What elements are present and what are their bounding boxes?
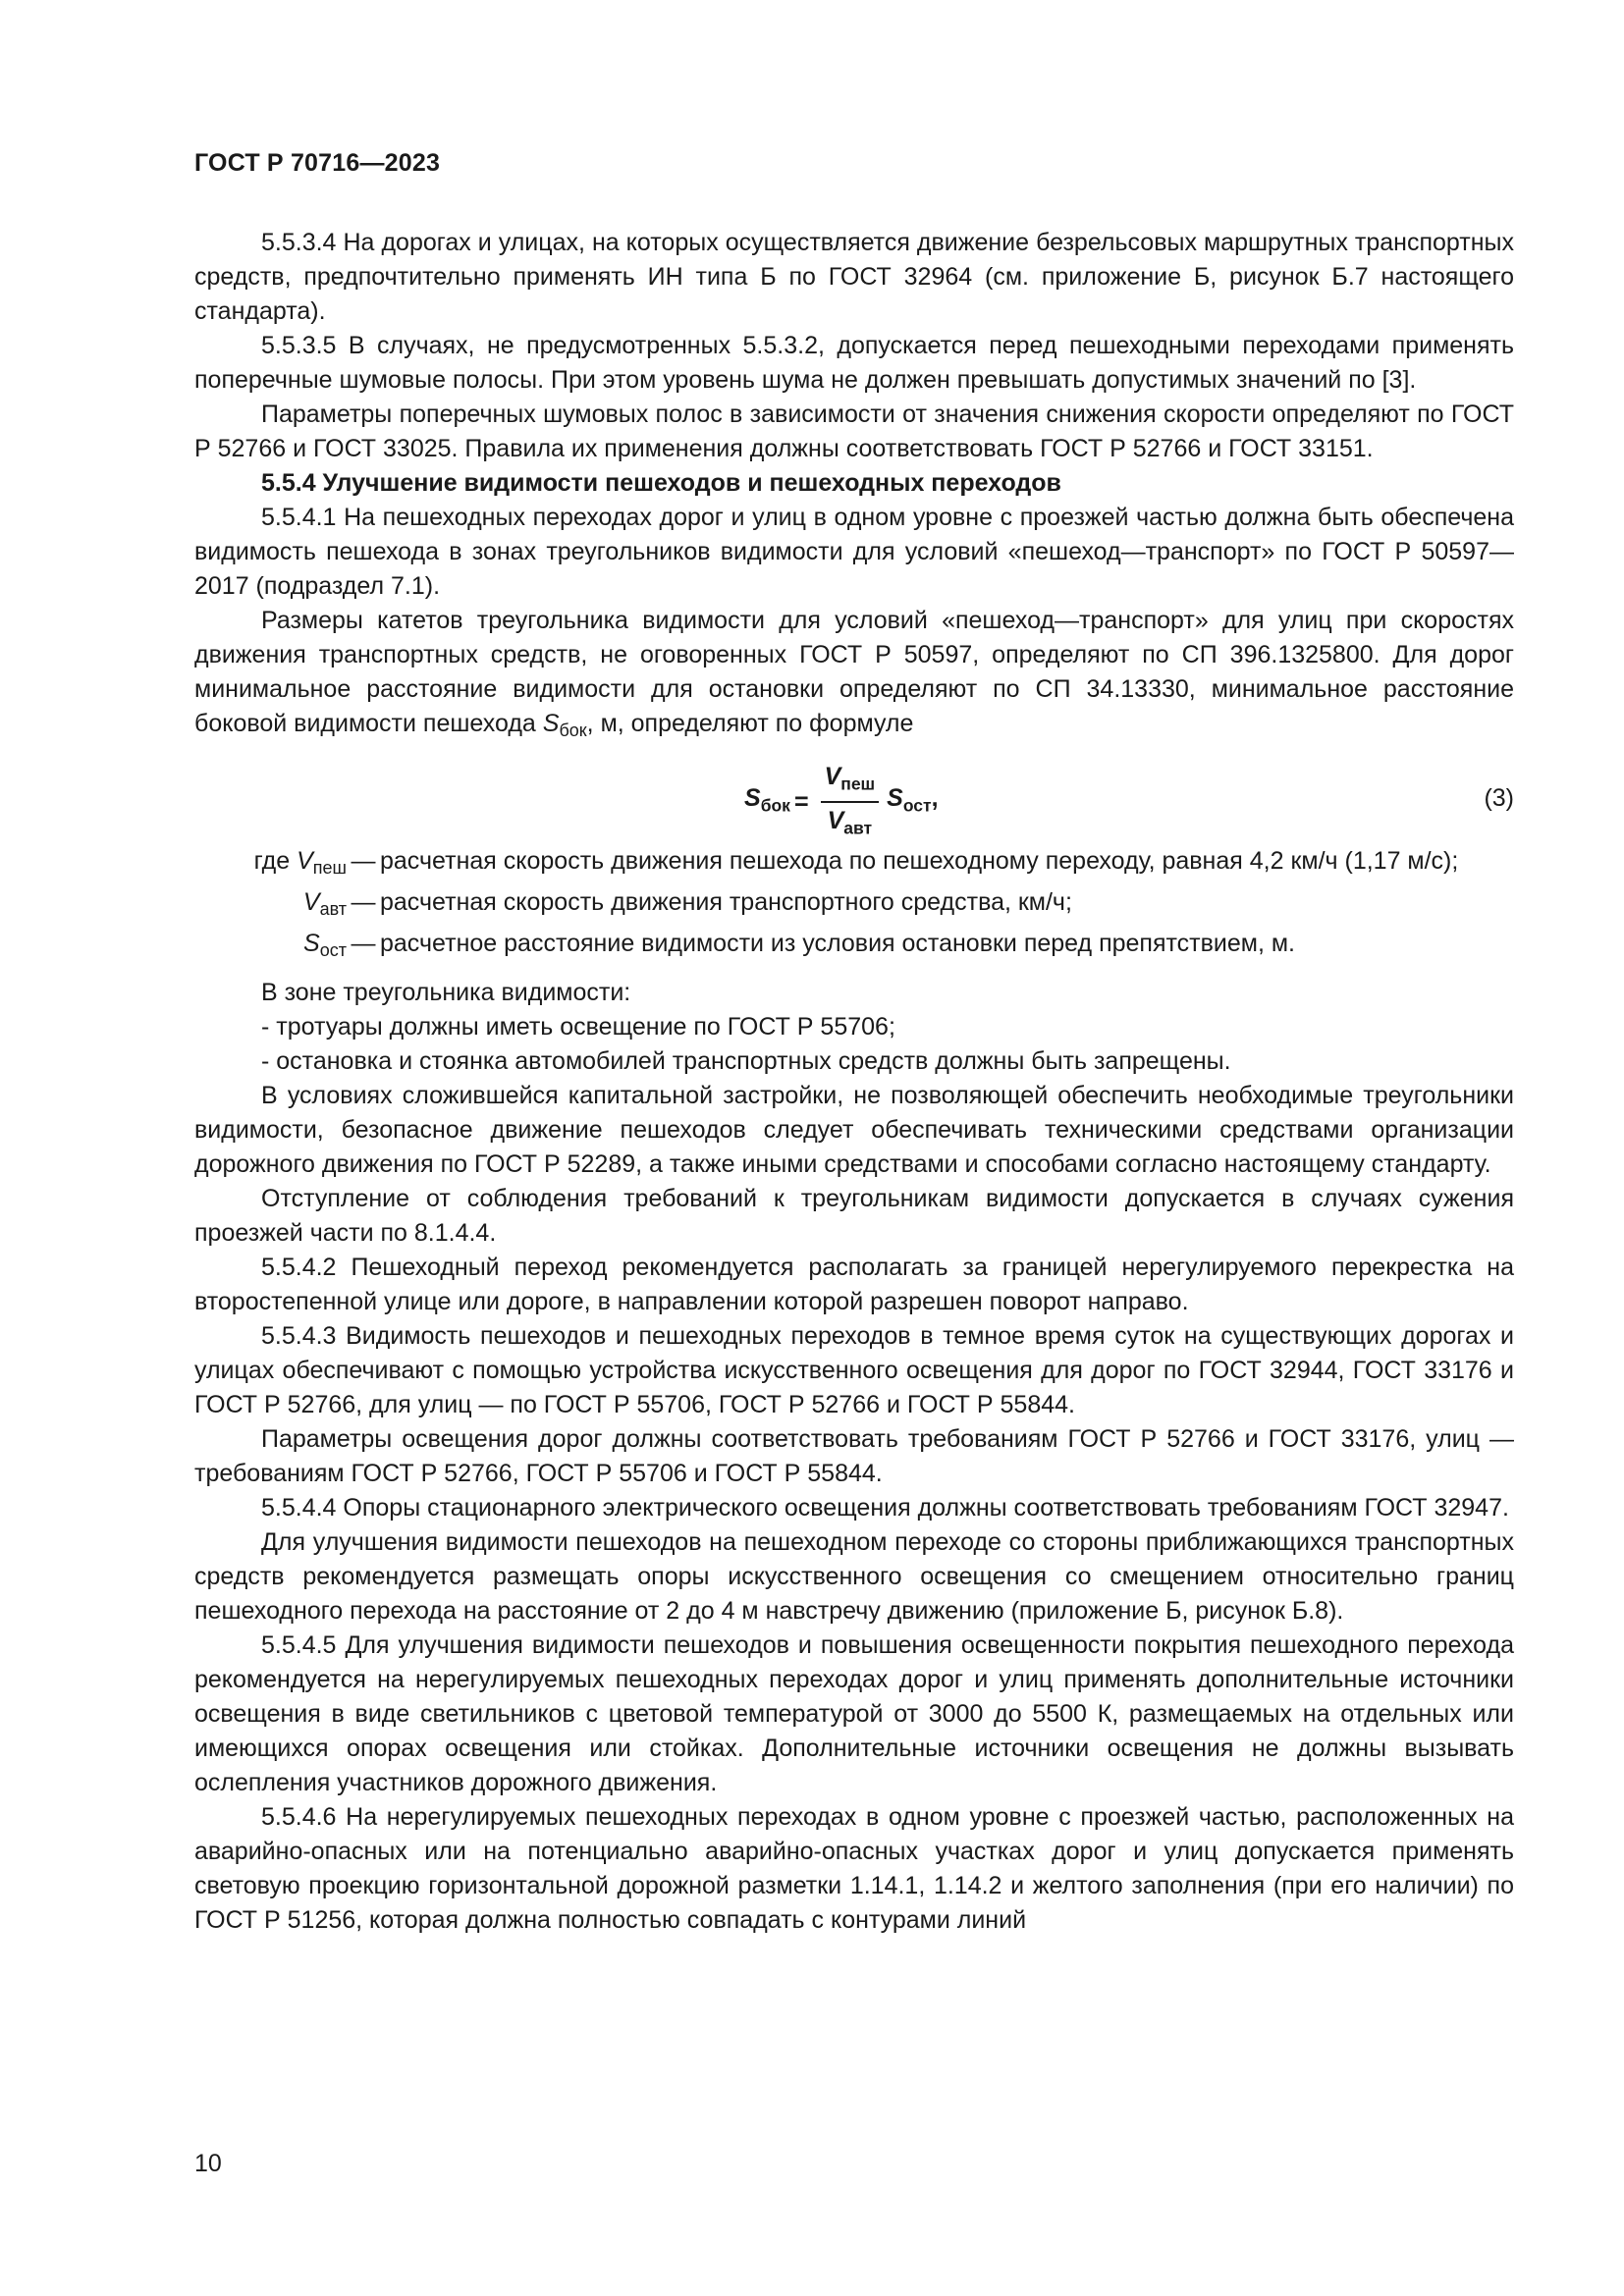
paragraph-triangle-sizes	[194, 604, 1514, 748]
formula-fraction	[821, 762, 880, 843]
paragraph-5-5-3-5: 5.5.3.5 В случаях, не предусмотренных 5.5.3.2, допускается перед пешеходными переходами применять поперечные шумовые полосы. При этом уровень шума не должен превышать допустимых значений по [3].	[194, 332, 1514, 394]
formula-equals: =	[793, 787, 809, 816]
formula-den-sub: авт	[843, 818, 873, 838]
formula-trail: ,	[931, 784, 939, 813]
paragraph-deviation: Отступление от соблюдения требований к треугольникам видимости допускается в случаях сужения проезжей части по 8.1.4.4.	[194, 1185, 1514, 1248]
paragraph-5-5-4-3: 5.5.4.3 Видимость пешеходов и пешеходных переходов в темное время суток на существующих дорогах и улицах обеспечивают с помощью устройства искусственного освещения для дорог по ГОСТ 32944, ГОСТ 33176 и ГОСТ Р 52766, для улиц — по ГОСТ Р 55706, ГОСТ Р 52766 и ГОСТ Р 55844.	[194, 1322, 1514, 1419]
formula-num-symbol: V	[824, 763, 841, 791]
formula-number: (3)	[1484, 784, 1514, 813]
definition-row	[194, 844, 1514, 885]
formula-intro-tail: , м, определяют по формуле	[586, 710, 914, 737]
paragraph-lighting-params: Параметры освещения дорог должны соответствовать требованиям ГОСТ Р 52766 и ГОСТ 33176, улиц — требованиям ГОСТ Р 52766, ГОСТ Р 55706 и ГОСТ Р 55844.	[194, 1425, 1514, 1488]
formula-3	[194, 758, 1514, 838]
definition-sub: пеш	[312, 858, 347, 879]
paragraph-5-5-4-5: 5.5.4.5 Для улучшения видимости пешеходов и повышения освещенности покрытия пешеходного перехода рекомендуется на нерегулируемых пешеходных переходах дорог и улиц применять дополнительные источники освещения в виде светильников с цветовой температурой от 3000 до 5500 К, размещаемых на отдельных или имеющихся опорах освещения или стойках. Дополнительные источники освещения не должны вызывать ослепления участников дорожного движения.	[194, 1631, 1514, 1797]
definition-symbol-cell	[194, 885, 347, 927]
paragraph-5-5-4-6: 5.5.4.6 На нерегулируемых пешеходных переходах в одном уровне с проезжей частью, расположенных на аварийно-опасных или на потенциально аварийно-опасных участках дорог и улиц допускается применять световую проекцию горизонтальной дорожной разметки 1.14.1, 1.14.2 и желтого заполнения (при его наличии) по ГОСТ Р 51256, которая должна полностью совпадать с контурами линий	[194, 1803, 1514, 1935]
formula-lhs-symbol: S	[744, 784, 761, 813]
definition-symbol-cell	[194, 844, 347, 885]
visibility-zone-intro: В зоне треугольника видимости:	[261, 979, 631, 1007]
page-body	[194, 226, 1514, 1938]
formula-rhs-symbol: S	[887, 784, 903, 813]
formula-num-sub: пеш	[840, 774, 876, 794]
document-header-title: ГОСТ Р 70716—2023	[194, 149, 441, 177]
definition-text: расчетная скорость движения пешехода по пешеходному переходу, равная 4,2 км/ч (1,17 м/с);	[380, 847, 1459, 876]
paragraph-5-5-4-2: 5.5.4.2 Пешеходный переход рекомендуется располагать за границей нерегулируемого перекрестка на второстепенной улице или дороге, в направлении которой разрешен поворот направо.	[194, 1254, 1514, 1316]
definition-symbol-cell	[194, 927, 347, 968]
formula-lhs-sub: бок	[760, 795, 790, 816]
definition-text: расчетное расстояние видимости из условия остановки перед препятствием, м.	[380, 930, 1295, 958]
definition-dash: —	[351, 847, 376, 876]
definition-sub: ост	[319, 940, 347, 961]
list-item: - тротуары должны иметь освещение по ГОСТ Р 55706;	[261, 1013, 895, 1041]
formula-expression	[744, 762, 939, 843]
formula-rhs	[887, 781, 938, 823]
definition-text: расчетная скорость движения транспортного средства, км/ч;	[380, 888, 1072, 917]
page-number: 10	[194, 2150, 222, 2177]
paragraph-light-poles-offset: Для улучшения видимости пешеходов на пешеходном переходе со стороны приближающихся транспортных средств рекомендуется размещать опоры искусственного освещения со смещением относительно границ пешеходного перехода на расстояние от 2 до 4 м навстречу движению (приложение Б, рисунок Б.8).	[194, 1528, 1514, 1626]
definition-row	[194, 885, 1514, 927]
section-heading-5-5-4: 5.5.4 Улучшение видимости пешеходов и пешеходных переходов	[261, 469, 1061, 497]
formula-rhs-sub: ост	[902, 795, 932, 816]
paragraph-existing-buildings: В условиях сложившейся капитальной застройки, не позволяющей обеспечить необходимые треугольники видимости, безопасное движение пешеходов следует обеспечивать техническими средствами организации дорожного движения по ГОСТ Р 52289, а также иными средствами и способами согласно настоящему стандарту.	[194, 1082, 1514, 1179]
definition-row	[194, 927, 1514, 968]
formula-definitions	[194, 844, 1514, 968]
s-bok-symbol: S	[542, 710, 560, 737]
definition-dash: —	[351, 888, 376, 917]
paragraph-5-5-4-1: 5.5.4.1 На пешеходных переходах дорог и улиц в одном уровне с проезжей частью должна быть обеспечена видимость пешехода в зонах треугольников видимости для условий «пешеход—транспорт» по ГОСТ Р 50597—2017 (подраздел 7.1).	[194, 504, 1514, 600]
s-bok-subscript: бок	[559, 721, 587, 741]
definition-dash: —	[351, 930, 376, 958]
definition-lead: где	[253, 847, 298, 876]
list-item: - остановка и стоянка автомобилей транспортных средств должны быть запрещены.	[261, 1047, 1231, 1076]
paragraph-5-5-3-4: 5.5.3.4 На дорогах и улицах, на которых осуществляется движение безрельсовых маршрутных транспортных средств, предпочтительно применять ИН типа Б по ГОСТ 32964 (см. приложение Б, рисунок Б.7 настоящего стандарта).	[194, 229, 1514, 325]
formula-den-symbol: V	[827, 807, 844, 835]
definition-symbol: V	[297, 847, 313, 876]
paragraph-triangle-sizes-text: Размеры катетов треугольника видимости для условий «пешеход—транспорт» для улиц при скоростях движения транспортных средств, не оговоренных ГОСТ Р 50597, определяют по СП 396.1325800. Для дорог минимальное расстояние видимости для остановки определяют по СП 34.13330, минимальное расстояние боковой видимости пешехода	[194, 607, 1514, 737]
paragraph-5-5-4-4: 5.5.4.4 Опоры стационарного электрического освещения должны соответствовать требованиям ГОСТ 32947.	[261, 1494, 1509, 1522]
definition-symbol: V	[302, 888, 320, 917]
paragraph-noise-strips: Параметры поперечных шумовых полос в зависимости от значения снижения скорости определяют по ГОСТ Р 52766 и ГОСТ 33025. Правила их применения должны соответствовать ГОСТ Р 52766 и ГОСТ 33151.	[194, 400, 1514, 462]
definition-symbol: S	[303, 930, 320, 958]
formula-denominator	[824, 803, 877, 842]
formula-numerator	[821, 762, 880, 803]
definition-sub: авт	[319, 899, 347, 920]
formula-lhs	[744, 781, 790, 823]
